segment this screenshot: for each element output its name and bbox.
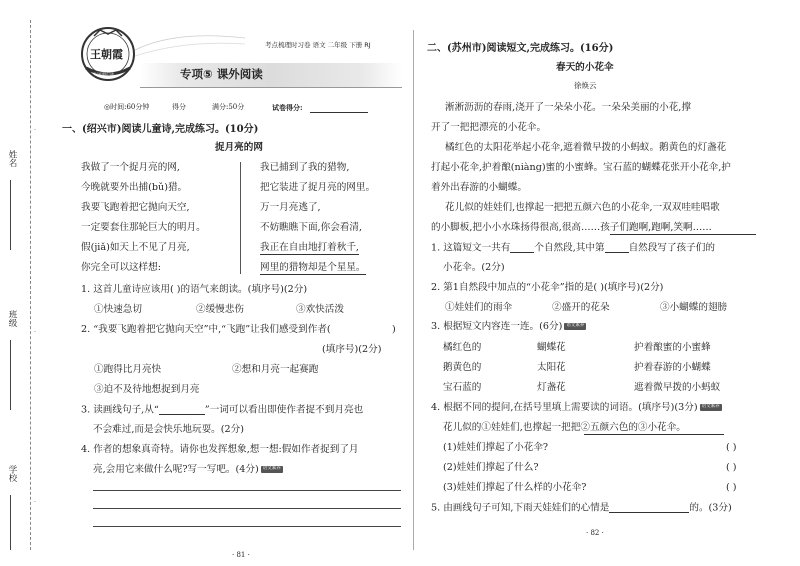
right-q5-a: 5. 由画线句子可知,下雨天娃娃们的心情是 [431, 502, 610, 514]
logo [78, 24, 138, 84]
banner-underline [140, 87, 402, 88]
q4-item: (3)娃娃们撑起了什么样的小花伞? [443, 482, 587, 493]
left-q4-b: 亮,会用它来做什么呢?写一写吧。(4分) [93, 464, 259, 475]
result-blank[interactable] [310, 104, 368, 113]
dot-mark: · [34, 499, 36, 506]
left-q2-opt: ①跑得比月亮快 [94, 364, 162, 375]
match-a[interactable]: 宝石蓝的 [443, 382, 482, 393]
name-label: 姓名 [7, 150, 17, 167]
class-label: 班级 [7, 310, 17, 327]
left-q3 [81, 405, 363, 415]
story-p2: 打起小花伞,护着酿(niàng)蜜的小蜜蜂。宝石蓝的蝴蝶花张开小花伞,护 [431, 162, 731, 173]
right-q5-b: 的。(3分) [689, 502, 732, 514]
answer-line[interactable] [93, 526, 401, 527]
right-q3 [431, 322, 586, 332]
answer-line[interactable] [93, 490, 401, 491]
full-score: 满分:50分 [212, 103, 245, 111]
poem-line: 假(jiǎ)如天上不见了月亮, [81, 242, 190, 253]
left-q1-opt: ①快速急切 [94, 304, 142, 315]
right-q4-sentence: 花儿似的①娃娃们,也撑起一把把②五颜六色的③小花伞。 [443, 422, 686, 433]
poem-line-underlined: 网里的猎物却是个星星。 [260, 262, 366, 273]
poem-line-underlined: 我正在自由地打着秋千, [260, 242, 359, 253]
match-b[interactable]: 蝴蝶花 [537, 342, 566, 353]
right-q4-tag: 语文素养 [701, 404, 720, 410]
q4-paren[interactable]: ( ) [726, 482, 737, 493]
logo-text: 王朝霞 [90, 48, 123, 61]
poem-line: 你完全可以这样想: [81, 262, 161, 273]
match-a[interactable]: 橘红色的 [443, 342, 482, 353]
story-p3: 花儿似的娃娃们,也撑起一把把五颜六色的小花伞,一双双哇哇唱歌 [445, 202, 720, 213]
header-info: 考点梳理时习卷 语文 二年级 下册 RJ [265, 41, 371, 49]
match-c[interactable]: 护着春游的小蝴蝶 [634, 362, 711, 373]
school-blank[interactable] [10, 495, 11, 550]
q4-paren[interactable]: ( ) [726, 442, 737, 453]
left-q2: 2. “我要飞跑着把它抛向天空”中,“飞跑”让我们感受到作者( [81, 324, 331, 335]
right-q5 [431, 503, 732, 513]
result-label: 试卷得分: [272, 103, 303, 112]
match-c[interactable]: 护着酿蜜的小蜜蜂 [634, 342, 711, 353]
poem-line: 不妨瞧瞧下面,你会看清, [260, 222, 363, 233]
right-q1-cont: 小花伞。(2分) [443, 262, 505, 273]
right-q1-b: 个自然段,其中第 [534, 242, 605, 254]
left-q2-opt: ③迫不及待地想捉到月亮 [94, 384, 200, 395]
school-label: 学校 [7, 465, 17, 482]
match-b[interactable]: 太阳花 [537, 362, 566, 373]
left-q3-cont: 不会难过,而是会快乐地玩耍。(2分) [93, 424, 244, 435]
page-number-left: · 81 · [232, 551, 250, 559]
poem-line: 我做了一个捉月亮的网, [81, 162, 180, 173]
match-c[interactable]: 遮着微早拨的小蚂蚁 [634, 382, 721, 393]
time-label: ◎时间:60分钟 [104, 103, 150, 111]
left-q3-blank[interactable] [159, 405, 205, 415]
poem-line: 把它装进了捉月亮的网里。 [260, 182, 376, 193]
right-q2-opt: ①娃娃们的雨伞 [445, 302, 513, 313]
q4-item: (1)娃娃们撑起了小花伞? [443, 442, 549, 453]
left-heading: 一、(绍兴市)阅读儿童诗,完成练习。(10分) [62, 124, 259, 135]
left-q1-opt: ②缓慢悲伤 [196, 304, 244, 315]
right-q3-text: 3. 根据短文内容连一连。(6分) [431, 321, 563, 332]
page-number-right: · 82 · [586, 529, 604, 537]
story-p2: 橘红色的太阳花举起小花伞,遮着微早拨的小蚂蚁。鹅黄色的灯盏花 [445, 142, 727, 153]
left-q2-close: ) [392, 324, 396, 335]
left-q4-cont [93, 465, 283, 475]
right-q1-blank[interactable] [510, 243, 534, 253]
right-q2: 2. 第1自然段中加点的“小花伞”指的是( )(填序号)(2分) [431, 282, 664, 293]
dot-mark: · [34, 329, 36, 336]
story-p2: 着外出春游的小蝴蝶。 [431, 182, 527, 193]
poem-line: 一定要套住那轮巨大的明月。 [81, 222, 206, 233]
poem-line: 今晚就要外出捕(bǔ)猎。 [81, 182, 188, 193]
right-q1-c: 自然段写了孩子们的 [628, 242, 715, 254]
left-q1: 1. 这首儿童诗应该用( )的语气来朗读。(填序号)(2分) [81, 284, 308, 295]
poem-line: 万一月亮逃了, [260, 202, 321, 213]
left-q2-score: (填序号)(2分) [322, 344, 382, 355]
sentence-underline [584, 434, 724, 435]
left-q3-a: 3. 读画线句子,从“ [81, 404, 159, 416]
right-q3-tag: 语文素养 [566, 323, 585, 329]
q4-item: (2)娃娃们撑起了什么? [443, 462, 539, 473]
left-tag: 语文素养 [262, 466, 281, 472]
right-q2-opt: ③小蝴蝶的翅膀 [660, 302, 728, 313]
logo-sub: 考点梳理时习卷 [93, 72, 115, 76]
poem-line: 我要飞跑着把它抛向天空, [81, 202, 190, 213]
q4-paren[interactable]: ( ) [726, 462, 737, 473]
left-q3-b: ”一词可以看出即使作者捉不到月亮也 [204, 404, 364, 416]
name-blank[interactable] [10, 180, 11, 250]
left-q4: 4. 作者的想象真奇特。请你也发挥想象,想一想:假如作者捉到了月 [81, 444, 359, 455]
dot-mark: · [34, 127, 36, 134]
story-p1: 淅淅沥沥的春雨,浇开了一朵朵小花。一朵朵美丽的小花,撑 [445, 102, 691, 113]
poem-divider [240, 162, 241, 274]
story-underline [610, 234, 756, 235]
story-p1: 开了一把把漂亮的小花伞。 [431, 122, 547, 133]
match-a[interactable]: 鹅黄色的 [443, 362, 482, 373]
right-q4-text: 4. 根据不同的提问,在括号里填上需要读的词语。(填序号)(3分) [431, 402, 698, 413]
story-title: 春天的小花伞 [556, 62, 614, 73]
right-q1 [431, 243, 715, 253]
binding-strip [0, 0, 48, 566]
right-heading: 二、(苏州市)阅读短文,完成练习。(16分) [427, 43, 614, 54]
score-label: 得分 [172, 103, 186, 111]
poem-title: 捉月亮的网 [215, 142, 263, 153]
right-q2-opt: ②盛开的花朵 [552, 302, 610, 313]
match-b[interactable]: 灯盏花 [537, 382, 566, 393]
story-author: 徐焕云 [574, 81, 597, 90]
poem-line: 我已捕到了我的猎物, [260, 162, 350, 173]
right-q4 [431, 403, 722, 413]
banner-title: 专项⑤ 课外阅读 [180, 67, 263, 81]
story-p3: 的小脚板,把小小水珠扬得很高,很高……孩子们跑啊,跑啊,笑啊…… [431, 222, 712, 233]
right-q1-a: 1. 这篇短文一共有 [431, 242, 511, 254]
class-blank[interactable] [10, 340, 11, 410]
left-q1-opt: ③欢快活泼 [296, 304, 344, 315]
left-q2-opt: ②想和月亮一起赛跑 [232, 364, 319, 375]
right-q5-blank[interactable] [609, 503, 689, 513]
right-q1-blank[interactable] [605, 243, 629, 253]
answer-line[interactable] [93, 508, 401, 509]
page-divider [413, 30, 414, 550]
